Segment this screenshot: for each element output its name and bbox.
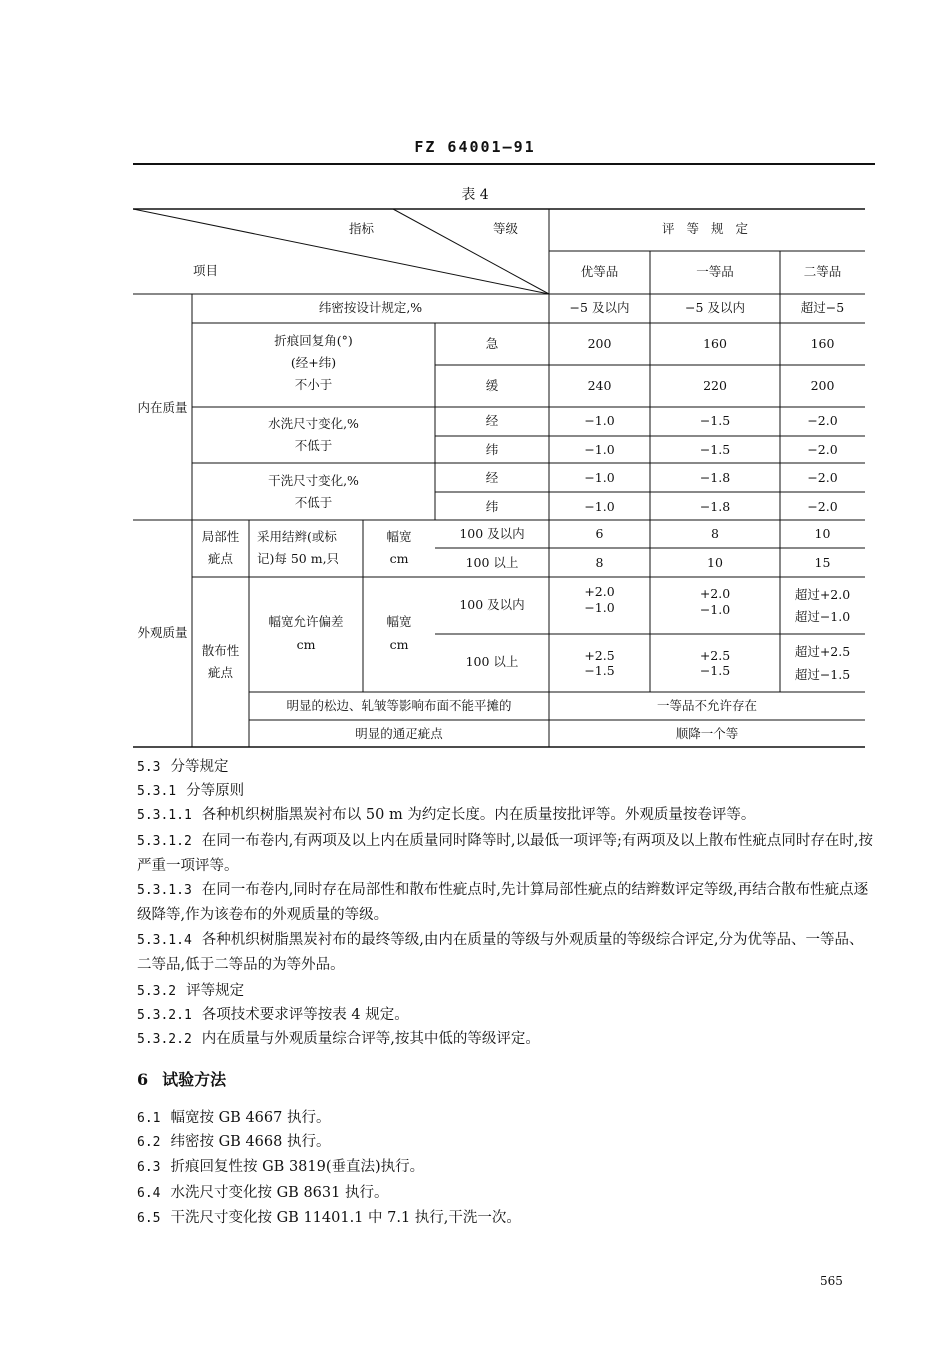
wash-weft: 纬 (485, 442, 499, 457)
page-number: 565 (820, 1274, 843, 1288)
cell: 200 (810, 378, 835, 393)
dry-label-1: 干洗尺寸变化,% (268, 473, 359, 488)
standard-code: FZ 64001—91 (414, 138, 536, 156)
dry-weft: 纬 (485, 499, 499, 514)
cell: −2.0 (807, 442, 838, 457)
cell: −2.0 (807, 470, 838, 485)
hdr-grade-2: 一等品 (696, 264, 734, 279)
cell: 6 (595, 526, 604, 541)
item-6-5: 6.5 干洗尺寸变化按 GB 11401.1 中 7.1 执行,干洗一次。 (137, 1210, 521, 1226)
cell: 8 (711, 526, 719, 541)
cell: 超过+2.0 (794, 587, 851, 602)
weft-density-label: 纬密按设计规定,% (318, 300, 423, 315)
scat-label-1: 散布性 (201, 643, 240, 658)
scat-range-2: 100 以上 (465, 654, 519, 669)
scat-label-2: 疵点 (207, 665, 233, 680)
through-desc: 明显的通疋疵点 (355, 726, 443, 741)
cell: +2.5 (699, 648, 731, 663)
scat-width-2: cm (389, 637, 409, 652)
dry-warp: 经 (485, 470, 499, 485)
hdr-item: 项目 (193, 263, 219, 278)
cell: −2.0 (807, 499, 838, 514)
para-5-3-1-4: 5.3.1.4 各种机织树脂黑炭衬布的最终等级,由内在质量的等级与外观质量的等级综合评定,分为优等品、一等品、二等品,低于二等品的为等外品。 (137, 932, 864, 973)
item-6-1: 6.1 幅宽按 GB 4667 执行。 (137, 1110, 331, 1126)
wash-label-1: 水洗尺寸变化,% (268, 416, 359, 431)
cell: −5 及以内 (685, 300, 745, 315)
para-5-3-2-2: 5.3.2.2 内在质量与外观质量综合评等,按其中低的等级评定。 (137, 1031, 540, 1047)
section-5-3: 5.3 分等规定 (137, 759, 229, 775)
cell: −1.5 (584, 663, 615, 678)
group-internal: 内在质量 (137, 400, 188, 415)
local-desc-1: 采用结辫(或标 (257, 529, 337, 544)
scat-range-1: 100 及以内 (459, 597, 525, 612)
local-range-2: 100 以上 (465, 555, 519, 570)
item-6-2: 6.2 纬密按 GB 4668 执行。 (137, 1134, 331, 1150)
local-width-2: cm (389, 551, 409, 566)
hdr-grade-3: 二等品 (803, 264, 842, 279)
cell: +2.5 (584, 648, 615, 663)
table-title: 表 4 (461, 187, 489, 203)
cell: −5 及以内 (569, 300, 630, 315)
scat-width-1: 幅宽 (386, 614, 412, 629)
item-6-4: 6.4 水洗尺寸变化按 GB 8631 执行。 (137, 1185, 389, 1201)
para-5-3-1-3: 5.3.1.3 在同一布卷内,同时存在局部性和散布性疵点时,先计算局部性疵点的结辫数评定等级,再结合散布性疵点逐级降等,作为该卷布的外观质量的等级。 (137, 882, 869, 923)
crease-fast: 急 (485, 336, 499, 351)
item-6-3: 6.3 折痕回复性按 GB 3819(垂直法)执行。 (137, 1159, 425, 1175)
group-external: 外观质量 (137, 625, 188, 640)
cell: −1.8 (699, 499, 731, 514)
hdr-grade: 等级 (493, 221, 519, 236)
local-range-1: 100 及以内 (459, 526, 525, 541)
cell: −1.8 (699, 470, 731, 485)
dry-label-2: 不低于 (294, 495, 333, 510)
section-6-heading: 6 试验方法 (137, 1070, 227, 1089)
through-rule: 顺降一个等 (675, 726, 739, 741)
loose-desc: 明显的松边、轧皱等影响布面不能平摊的 (286, 698, 512, 713)
wash-label-2: 不低于 (294, 438, 333, 453)
cell: 160 (703, 336, 727, 351)
cell: −1.0 (699, 602, 731, 617)
section-5-3-2: 5.3.2 评等规定 (137, 983, 245, 999)
cell: −2.0 (807, 413, 838, 428)
cell: 200 (587, 336, 612, 351)
cell: 160 (810, 336, 835, 351)
hdr-rules: 评 等 规 定 (662, 221, 752, 236)
crease-label-2: (经+纬) (290, 355, 337, 370)
crease-label-3: 不小于 (294, 377, 333, 392)
cell: +2.0 (584, 584, 615, 599)
para-5-3-2-1: 5.3.2.1 各项技术要求评等按表 4 规定。 (137, 1007, 409, 1023)
grading-table (133, 208, 865, 748)
cell: +2.0 (699, 586, 731, 601)
hdr-grade-1: 优等品 (580, 264, 619, 279)
tolerance-label-2: cm (296, 637, 316, 652)
local-label-1: 局部性 (201, 529, 240, 544)
hdr-indicator: 指标 (349, 221, 375, 236)
cell: 超过−5 (800, 300, 845, 315)
local-label-2: 疵点 (207, 551, 233, 566)
local-width-1: 幅宽 (386, 529, 412, 544)
cell: −1.5 (699, 442, 731, 457)
cell: 10 (707, 555, 723, 570)
cell: 超过+2.5 (794, 644, 851, 659)
cell: −1.0 (584, 442, 615, 457)
crease-slow: 缓 (485, 378, 499, 393)
cell: −1.0 (584, 600, 615, 615)
cell: 220 (703, 378, 727, 393)
crease-label-1: 折痕回复角(°) (274, 333, 353, 348)
cell: 15 (814, 555, 831, 570)
cell: 10 (814, 526, 831, 541)
wash-warp: 经 (485, 413, 499, 428)
section-5-3-1: 5.3.1 分等原则 (137, 783, 245, 799)
cell: 超过−1.0 (794, 609, 851, 624)
para-5-3-1-1: 5.3.1.1 各种机织树脂黑炭衬布以 50 m 为约定长度。内在质量按批评等。外观质量按卷评等。 (137, 807, 756, 823)
cell: −1.0 (584, 470, 615, 485)
para-5-3-1-2: 5.3.1.2 在同一布卷内,有两项及以上内在质量同时降等时,以最低一项评等;有两项及以上散布性疵点同时存在时,按严重一项评等。 (137, 833, 874, 874)
loose-rule: 一等品不允许存在 (656, 698, 757, 713)
cell: −1.0 (584, 499, 615, 514)
cell: 240 (587, 378, 612, 393)
tolerance-label-1: 幅宽允许偏差 (268, 614, 344, 629)
cell: −1.5 (699, 413, 731, 428)
cell: 8 (595, 555, 604, 570)
cell: 超过−1.5 (794, 667, 851, 682)
cell: −1.0 (584, 413, 615, 428)
header-rule (133, 163, 875, 165)
local-desc-2: 记)每 50 m,只 (257, 551, 340, 566)
cell: −1.5 (699, 663, 731, 678)
